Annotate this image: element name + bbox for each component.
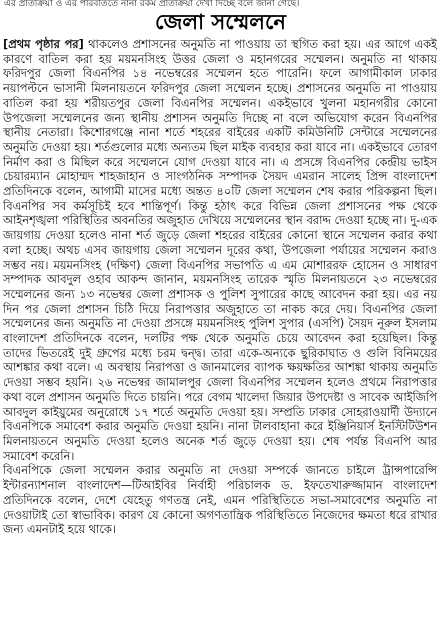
paragraph-1-text: থাকলেও প্রশাসনের অনুমতি না পাওয়ায় তা স্থগিত করা হয়। এর আগে একই কারণে বাতিল করা হয় ময়মনসিংহ উত্তর জেলা ও মহানগরের সম্মেলন। অনুমতি না থাকায় ফরিদপুর জেলা বিএনপির ১৪ নভেম্বরের সম্মেলন হতে পারেনি। ফলে আগামীকাল ঢাকার নয়াপল্টনে ভাসানী মিলনায়তনে ফরিদপুর জেলা সম্মেলন হচ্ছে। প্রশাসনের অনুমতি না পাওয়ায় বাতিল করা হয় শরীয়তপুর জেলা বিএনপির সম্মেলন। একইভাবে খুলনা মহানগরীর কোনো উপজেলা সম্মেলনের জন্য স্থানীয় প্রশাসন অনুমতি দিচ্ছে না বলে অভিযোগ করেন বিএনপির স্থানীয় নেতারা। কিশোরগঞ্জে নানা শর্তে শহরের বাইরের একটি কমিউনিটি সেন্টারে সম্মেলনের অনুমতি দেওয়া হয়। শর্তগুলোর মধ্যে অন্যতম ছিল মাইক ব্যবহার করা যাবে না। একইভাবে তোরণ নির্মাণ করা ও মিছিল করে সম্মেলনে যোগ দেওয়া যাবে না। এ প্রসঙ্গে বিএনপির কেন্দ্রীয় ভাইস চেয়ারম্যান মোহাম্মদ শাহজাহান ও সাংগঠনিক সম্পাদক সৈয়দ এমরান সালেহ প্রিন্স বাংলাদেশ প্রতিদিনকে বলেন, আগামী মাসের মধ্যে অন্তত ৪০টি জেলা সম্মেলন শেষ করার পরিকল্পনা ছিল। বিএনপির সব কর্মসূচিই হবে শান্তিপূর্ণ। কিন্তু হঠাৎ করে বিভিন্ন জেলা প্রশাসনের পক্ষ থেকে আইনশৃঙ্খলা পরিস্থিতির অবনতির অজুহাত দেখিয়ে সম্মেলনের স্থান বরাদ্দ দেওয়া হচ্ছে না। দু-এক জায়গায় দেওয়া হলেও নানা শর্ত জুড়ে জেলা শহরের বাইরের কোনো স্থানে সম্মেলন করার কথা বলা হচ্ছে। অথচ এসব জায়গায় জেলা সম্মেলন দূরের কথা, উপজেলা পর্যায়ের সম্মেলন করাও সম্ভব নয়। ময়মনসিংহ (দক্ষিণ) জেলা বিএনপির সভাপতি এ এম মোশাররফ হোসেন ও সাধারণ সম্পাদক আবদুল ওহাব আকন্দ জানান, ময়মনসিংহ তারেক স্মৃতি মিলনায়তনে ২৩ নভেম্বরের সম্মেলনের জন্য ১৩ নভেম্বর জেলা প্রশাসক ও পুলিশ সুপারের কাছে আবেদন করা হয়। এর নয় দিন পর জেলা প্রশাসন চিঠি দিয়ে নিরাপত্তার অজুহাতে তা নাকচ করে দেয়। বিএনপির জেলা সম্মেলনের জন্য অনুমতি না দেওয়া প্রসঙ্গে ময়মনসিংহ পুলিশ সুপার (এসপি) সৈয়দ নূরুল ইসলাম বাংলাদেশ প্রতিদিনকে বলেন, দলটির পক্ষ থেকে অনুমতি চেয়ে আবেদন করা হয়েছিল। কিন্তু তাদের ভিতরেই দুই গ্রুপের মধ্যে চরম দ্বন্দ্ব। তারা একে-অন্যকে ছুরিকাঘাত ও গুলি বিনিময়ের আশঙ্কার কথা বলে। এ অবস্থায় নিরাপত্তা ও জানমালের ব্যাপক ক্ষয়ক্ষতির আশঙ্কা থাকায় অনুমতি দেওয়া সম্ভব হয়নি। ২৬ নভেম্বর জামালপুর জেলা বিএনপির সম্মেলন হলেও প্রথমে নিরাপত্তার কথা বলে প্রশাসন অনুমতি দিতে চায়নি। পরে বেগম খালেদা জিয়ার উপদেষ্টা ও সাবেক আইজিপি আবদুল কাইয়ুমের অনুরোধে ১৭ শর্তে অনুমতি দেওয়া হয়। সম্প্রতি ঢাকার সোহরাওয়ার্দী উদ্যানে বিএনপিকে সমাবেশ করার অনুমতি দেওয়া হয়নি। নানা টালবাহানা করে ইঞ্জিনিয়ার্স ইনস্টিটিউশন মিলনায়তনে অনুমতি দেওয়া হলেও অনেক শর্ত জুড়ে দেওয়া হয়। শেষ পর্যন্ত বিএনপি আর সমাবেশ করেনি। [3,37,437,463]
article-headline: জেলা সম্মেলনে [155,10,286,34]
article-paragraph-1 [3,37,437,463]
article-paragraph-2 [3,463,437,537]
article-body [3,37,437,537]
paragraph-2-text: বিএনপিকে জেলা সম্মেলন করার অনুমতি না দেওয়া সম্পর্কে জানতে চাইলে ট্রান্সপারেন্সি ইন্টারন্যাশনাল বাংলাদেশ—টিআইবির নির্বাহী পরিচালক ড. ইফতেখারুজ্জামান বাংলাদেশ প্রতিদিনকে বলেন, দেশে যেহেতু গণতন্ত্র নেই, এমন পরিস্থিতিতে সভা-সমাবেশের অনুমতি না দেওয়াটাই তো স্বাভাবিক। কারণ যে কোনো অগণতান্ত্রিক পরিস্থিতিতে নিজেদের ক্ষমতা ধরে রাখার জন্য এমনটাই হয়ে থাকে। [3,463,437,537]
headline-container [0,8,441,36]
previous-article-tail: এর প্রতিক্রিয়া ও এর পরিবর্তিতে নানা রকম প্রতিক্রিয়া দেখা দিচ্ছে বলে জানা গেছে। [4,0,300,9]
continuation-prefix: [প্রথম পৃষ্ঠার পর] [3,37,84,51]
